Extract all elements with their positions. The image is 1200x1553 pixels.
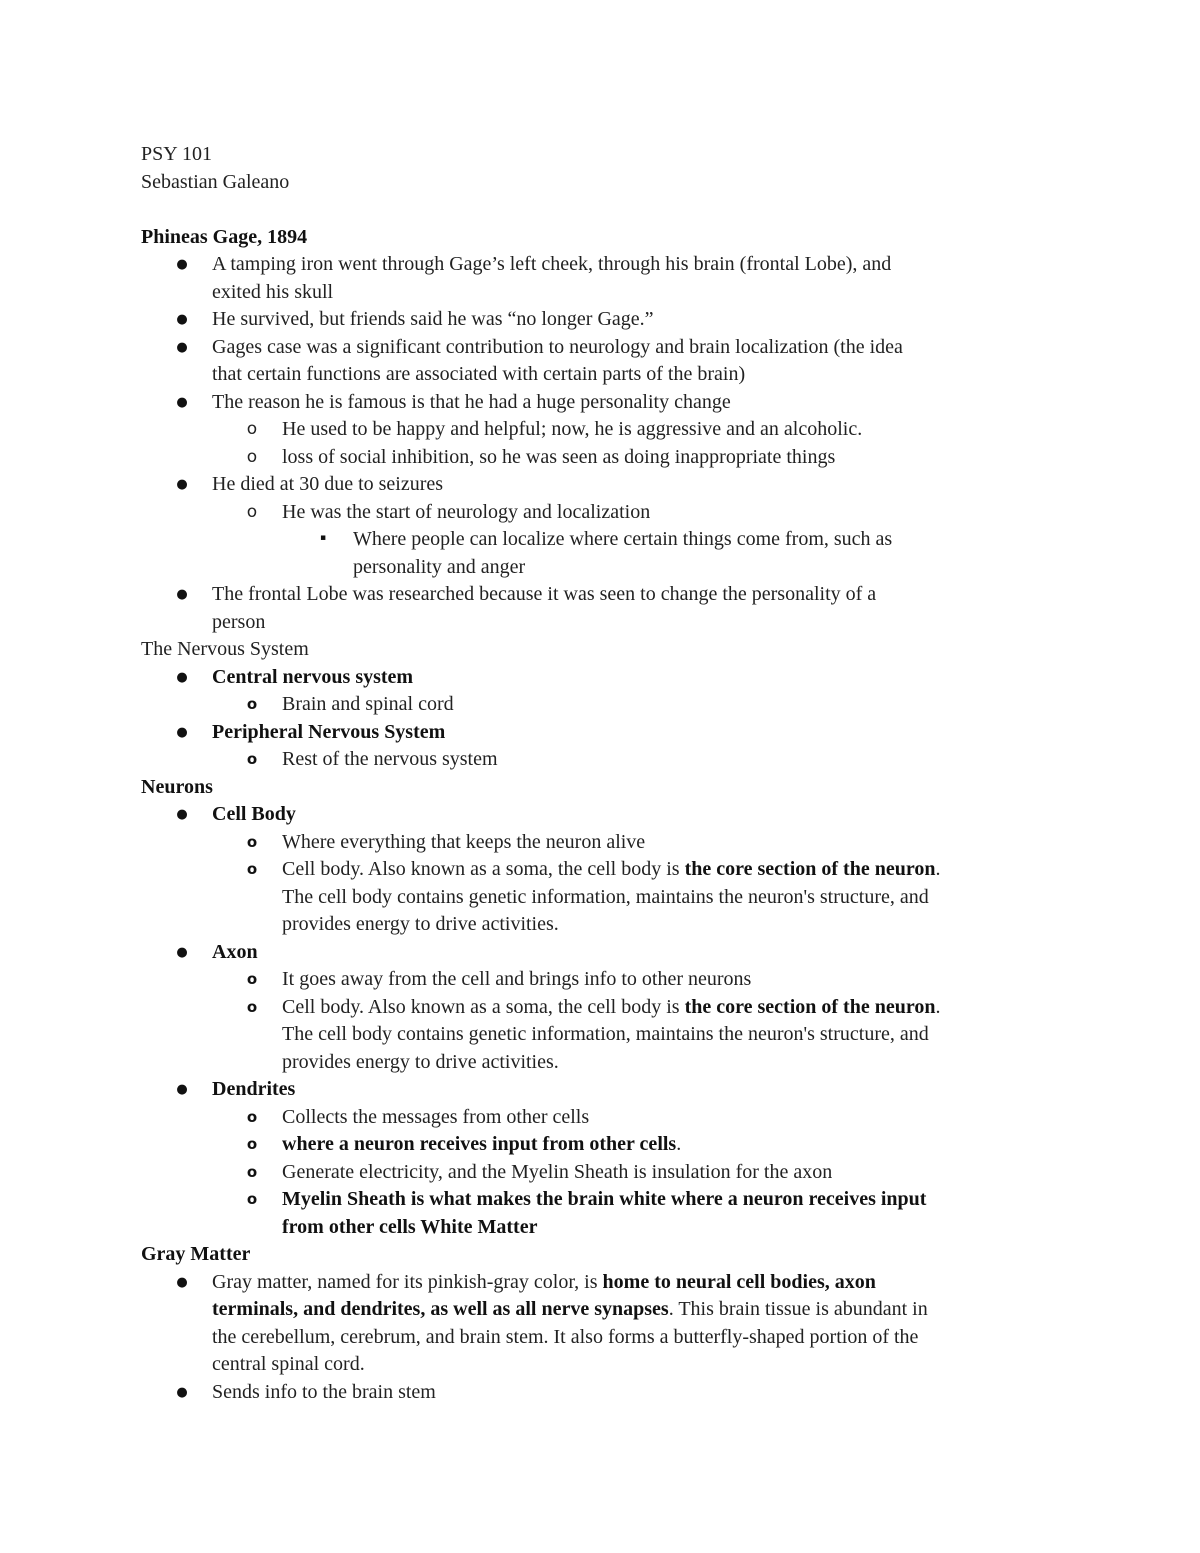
sub-list-item: o Cell body. Also known as a soma, the cell body is the core section of the neuron. bbox=[141, 994, 1061, 1022]
bullet-icon: ● bbox=[176, 477, 188, 492]
sub-list-item: o loss of social inhibition, so he was seen as doing inappropriate things bbox=[246, 445, 836, 468]
circle-bullet-icon: o bbox=[246, 1162, 258, 1181]
circle-bullet-icon: o bbox=[246, 750, 258, 768]
bullet-icon: ● bbox=[176, 257, 188, 272]
list-item-continuation: that certain functions are associated with certain parts of the brain) bbox=[212, 363, 746, 385]
sub-list-item: o He was the start of neurology and localization bbox=[246, 500, 651, 523]
list-item-continuation: terminals, and dendrites, as well as all nerve synapses. This brain tissue is abundant in bbox=[212, 1298, 928, 1320]
sub-list-item: o Collects the messages from other cells bbox=[141, 1104, 1061, 1132]
bullet-icon: ● bbox=[176, 807, 188, 822]
circle-bullet-icon: o bbox=[246, 419, 258, 439]
bullet-icon: ● bbox=[176, 669, 188, 685]
sub-list-item: o Brain and spinal cord bbox=[141, 691, 1061, 719]
section-heading-neurons: Neurons bbox=[141, 775, 213, 798]
list-item: ● Cell Body bbox=[141, 801, 1061, 829]
list-item-continuation: the cerebellum, cerebrum, and brain stem. It also forms a butterfly-shaped portion of the bbox=[212, 1325, 919, 1348]
list-item: ● Central nervous system bbox=[141, 664, 1061, 692]
circle-bullet-icon: o bbox=[246, 1190, 258, 1208]
section-heading-nervous-system: The Nervous System bbox=[141, 638, 309, 660]
list-item: ● Gages case was a significant contribution to neurology and brain localization (the idea bbox=[141, 334, 1061, 362]
section-heading-gage: Phineas Gage, 1894 bbox=[141, 225, 308, 248]
list-item-continuation: provides energy to drive activities. bbox=[282, 913, 559, 935]
list-item: ● Axon bbox=[141, 939, 1061, 967]
square-bullet-icon: ▪ bbox=[319, 533, 327, 543]
section-heading-gray-matter: Gray Matter bbox=[141, 1243, 251, 1265]
circle-bullet-icon: o bbox=[246, 695, 258, 713]
list-item-continuation: provides energy to drive activities. bbox=[282, 1050, 559, 1073]
bullet-icon: ● bbox=[176, 944, 188, 960]
circle-bullet-icon: o bbox=[246, 1135, 258, 1153]
sub-list-item: o Generate electricity, and the Myelin Sheath is insulation for the axon bbox=[141, 1159, 1061, 1187]
list-item: ● Dendrites bbox=[141, 1076, 1061, 1104]
list-item: ● He died at 30 due to seizures bbox=[141, 471, 1061, 499]
list-item-continuation: The cell body contains genetic information, maintains the neuron's structure, and bbox=[282, 1023, 929, 1045]
circle-bullet-icon: o bbox=[246, 970, 258, 988]
course-title: PSY 101 bbox=[141, 143, 212, 165]
list-item: ● The reason he is famous is that he had a huge personality change bbox=[141, 389, 1061, 417]
bullet-icon: ● bbox=[176, 724, 188, 740]
bullet-icon: ● bbox=[176, 587, 188, 602]
sub-list-item: o He used to be happy and helpful; now, he is aggressive and an alcoholic. bbox=[246, 418, 863, 440]
circle-bullet-icon: o bbox=[246, 997, 258, 1016]
list-item: ● Peripheral Nervous System bbox=[141, 719, 1061, 747]
list-item: ● Gray matter, named for its pinkish-gray color, is home to neural cell bodies, axon bbox=[141, 1269, 1061, 1297]
bullet-icon: ● bbox=[176, 1082, 188, 1097]
list-item: ● Sends info to the brain stem bbox=[141, 1379, 1061, 1407]
list-item: ● He survived, but friends said he was “no longer Gage.” bbox=[141, 306, 1061, 334]
circle-bullet-icon: o bbox=[246, 860, 258, 878]
circle-bullet-icon: o bbox=[246, 501, 258, 522]
bullet-icon: ● bbox=[176, 312, 188, 327]
sub-sub-list-item: ▪ Where people can localize where certain things come from, such as bbox=[141, 526, 1061, 554]
list-item-continuation: central spinal cord. bbox=[212, 1353, 365, 1375]
circle-bullet-icon: o bbox=[246, 832, 258, 851]
author-name: Sebastian Galeano bbox=[141, 170, 290, 193]
list-item-continuation: The cell body contains genetic information, maintains the neuron's structure, and bbox=[282, 885, 929, 908]
sub-list-item: o where a neuron receives input from other cells. bbox=[141, 1131, 1061, 1159]
list-item-continuation: person bbox=[212, 610, 266, 633]
bullet-icon: ● bbox=[176, 339, 188, 355]
sub-list-item: o Rest of the nervous system bbox=[141, 746, 1061, 774]
sub-list-item: o Where everything that keeps the neuron alive bbox=[141, 829, 1061, 857]
list-item: ● A tamping iron went through Gage’s left cheek, through his brain (frontal Lobe), and bbox=[141, 251, 1061, 279]
document-body bbox=[141, 141, 1061, 1406]
bullet-icon: ● bbox=[176, 1274, 188, 1290]
sub-list-item: o Myelin Sheath is what makes the brain white where a neuron receives input bbox=[141, 1186, 1061, 1214]
bullet-icon: ● bbox=[176, 394, 188, 410]
blank-line bbox=[141, 196, 1061, 224]
sub-list-item: o It goes away from the cell and brings info to other neurons bbox=[141, 966, 1061, 994]
circle-bullet-icon: o bbox=[246, 446, 258, 467]
bullet-icon: ● bbox=[176, 1384, 188, 1400]
list-item: ● The frontal Lobe was researched because it was seen to change the personality of a bbox=[141, 581, 1061, 609]
list-item-continuation: exited his skull bbox=[212, 280, 334, 303]
list-item-continuation: personality and anger bbox=[353, 555, 526, 578]
sub-list-item: o Cell body. Also known as a soma, the cell body is the core section of the neuron. bbox=[141, 856, 1061, 884]
list-item-continuation: from other cells White Matter bbox=[282, 1215, 538, 1238]
circle-bullet-icon: o bbox=[246, 1107, 258, 1126]
